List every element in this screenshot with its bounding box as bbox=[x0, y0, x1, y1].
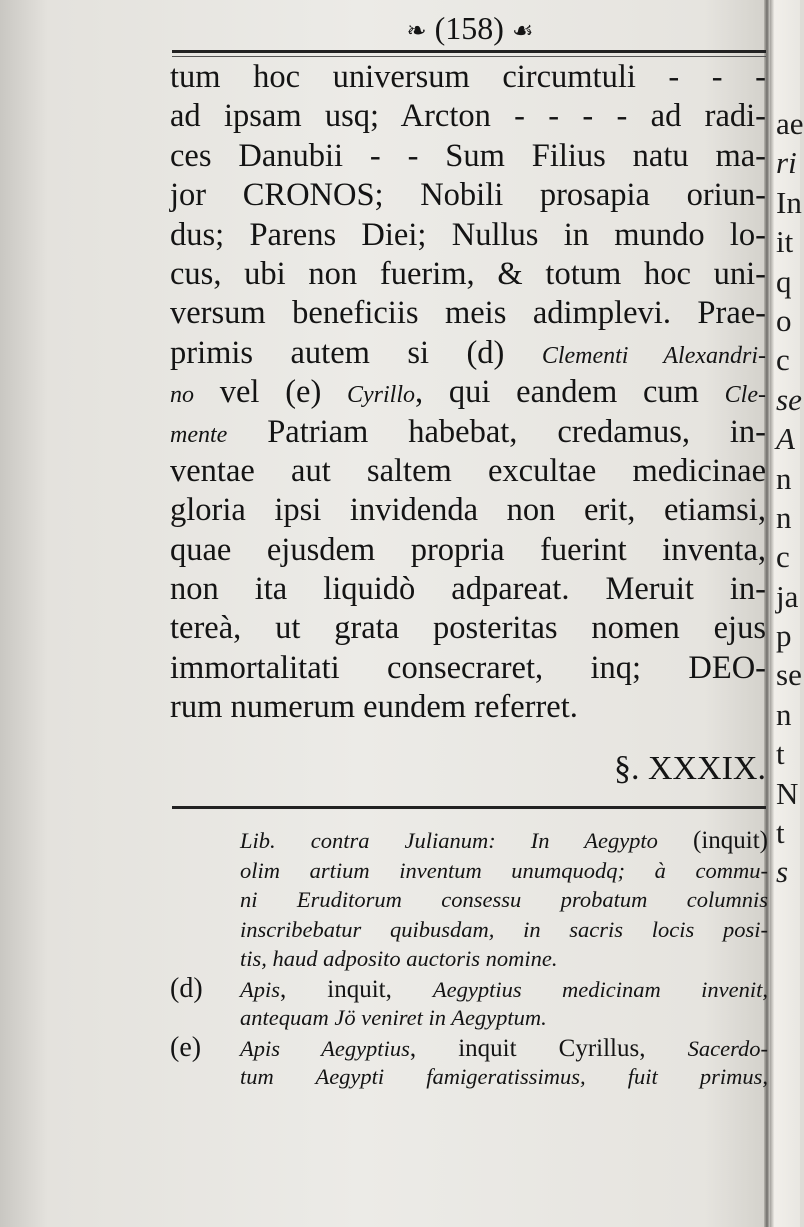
fragment-text: s bbox=[776, 854, 789, 890]
fragment-text: t bbox=[776, 736, 785, 772]
footnote-segment: , inquit, bbox=[280, 975, 433, 1003]
footnote-line bbox=[170, 826, 768, 856]
fragment-text: q bbox=[776, 263, 792, 299]
footnote-line: tis, haud adposito auctoris nomine. bbox=[240, 946, 558, 971]
fragment-text: t bbox=[776, 815, 785, 851]
fragment-text: it bbox=[776, 224, 794, 260]
italic-segment: Cle- bbox=[724, 382, 766, 409]
fragment-text: ri bbox=[776, 145, 797, 181]
text-line: cus, ubi non fuerim, & totum hoc uni- bbox=[170, 255, 766, 292]
text-line: non ita liquidò adpareat. Meruit in- bbox=[170, 571, 766, 608]
text-line: rum numerum eundem referret. bbox=[170, 689, 578, 726]
text-line: dus; Parens Diei; Nullus in mundo lo- bbox=[170, 216, 766, 253]
fragment-text: c bbox=[776, 539, 790, 575]
right-ornament-icon: ☙ bbox=[511, 18, 534, 45]
footnote-segment: Apis Aegyptius bbox=[240, 1035, 410, 1061]
fragment-text: n bbox=[776, 696, 792, 732]
footnote-segment: Lib. contra Julianum: In Aegypto bbox=[240, 828, 693, 853]
text-line: jor CRONOS; Nobili prosapia oriun- bbox=[170, 177, 766, 214]
text-line: immortalitati consecraret, inq; DEO- bbox=[170, 649, 766, 686]
adjacent-page-fragments bbox=[776, 104, 804, 892]
text-segment: primis autem si (d) bbox=[170, 334, 542, 371]
text-line bbox=[170, 334, 766, 373]
main-text bbox=[170, 58, 766, 728]
text-line bbox=[170, 373, 766, 412]
text-line bbox=[170, 413, 766, 452]
footnote-marker: (e) bbox=[170, 1031, 202, 1063]
fragment-text: se bbox=[776, 657, 802, 693]
footnote-e bbox=[170, 1033, 768, 1063]
page-number-open: ( bbox=[434, 10, 446, 46]
fragment-text: ja bbox=[776, 578, 799, 614]
footnotes bbox=[170, 826, 768, 1092]
page-number: 158 bbox=[445, 10, 494, 46]
fragment-text: N bbox=[776, 775, 799, 811]
footnote-marker: (d) bbox=[170, 972, 203, 1004]
italic-name: Clementi Alexandri- bbox=[541, 342, 766, 369]
footnote-line: inscribebatur quibusdam, in sacris locis posi- bbox=[240, 916, 768, 942]
text-segment: vel (e) bbox=[194, 374, 348, 411]
fragment-text: o bbox=[776, 302, 792, 338]
header-rule-thin bbox=[172, 56, 766, 57]
fragment-text: n bbox=[776, 499, 792, 535]
footnote-segment: Sacerdo- bbox=[687, 1035, 768, 1061]
footnote-line: ni Eruditorum consessu probatum columnis bbox=[240, 887, 768, 912]
text-segment: , qui eandem cum bbox=[415, 374, 725, 411]
text-line: versum beneficiis meis adimplevi. Prae- bbox=[170, 295, 766, 332]
footnote-rule bbox=[172, 806, 766, 809]
text-segment: Patriam habebat, credamus, in- bbox=[227, 413, 766, 450]
footnote-line: tum Aegypti famigeratissimus, fuit primus, bbox=[240, 1064, 768, 1089]
page-number-close: ) bbox=[493, 10, 504, 46]
left-ornament-icon: ❧ bbox=[406, 18, 427, 45]
footnote-segment: Aegyptius medicinam invenit, bbox=[432, 976, 768, 1002]
fragment-text: n bbox=[776, 460, 792, 496]
footnote-d bbox=[170, 974, 768, 1004]
footnote-line: antequam Jö veniret in Aegyptum. bbox=[240, 1005, 547, 1030]
header-rule bbox=[172, 50, 766, 53]
text-line: ventae aut saltem excultae medicinae bbox=[170, 452, 766, 489]
fragment-text: ae bbox=[776, 106, 804, 141]
fragment-text: c bbox=[776, 342, 790, 378]
italic-segment: no bbox=[170, 382, 194, 409]
fragment-text: se bbox=[776, 381, 802, 417]
fragment-text: In bbox=[776, 184, 802, 220]
text-line: tereà, ut grata posteritas nomen ejus bbox=[170, 610, 766, 647]
footnote-segment: Apis bbox=[240, 976, 281, 1002]
footnote-segment: , inquit Cyrillus, bbox=[409, 1034, 688, 1062]
text-line: quae ejusdem propria fuerint inventa, bbox=[170, 531, 766, 568]
text-line: ad ipsam usq; Arcton - - - - ad radi- bbox=[170, 98, 766, 135]
page-header bbox=[360, 6, 580, 50]
fragment-text: A bbox=[776, 421, 795, 457]
section-heading: §. XXXIX. bbox=[613, 750, 766, 787]
italic-segment: mente bbox=[170, 421, 228, 448]
footnote-line: olim artium inventum unumquodq; à commu- bbox=[240, 857, 768, 883]
text-line: ces Danubii - - Sum Filius natu ma- bbox=[170, 137, 766, 174]
footnote-segment: (inquit) bbox=[693, 827, 768, 854]
text-line: tum hoc universum circumtuli - - - bbox=[170, 59, 766, 95]
text-line: gloria ipsi invidenda non erit, etiamsi, bbox=[170, 492, 766, 529]
italic-name: Cyrillo bbox=[347, 382, 416, 409]
fragment-text: p bbox=[776, 618, 792, 654]
